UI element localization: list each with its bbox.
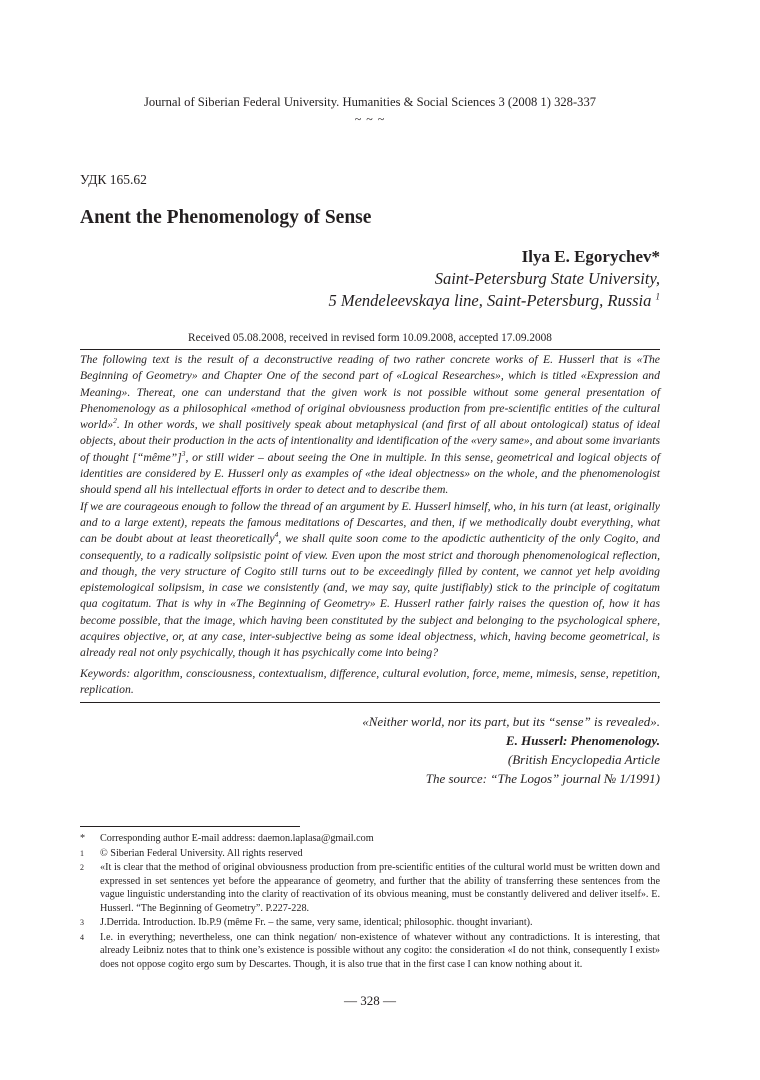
footnote-text: J.Derrida. Introduction. Ib.P.9 (même Fr. – the same, very same, identical; philosophic. thought invariant). [100,917,533,928]
footnote-ref-4: 4 [274,530,279,540]
page-number: — 328 — [344,993,396,1008]
footnote-mark: * [80,833,86,844]
footnote-text: «It is clear that the method of original obviousness production from pre-scientific entities of the cultural world must be written down and expressed in set sentences yet before the appearance of geometry, and further that the ability of transferring these sentences from the vague linguistic understanding into the clarity of reactivation of its obvious meaning, must be constantly delivered and deliver itself». E. Husserl. “The Beginning of Geometry”. P.227-228. [100,862,660,914]
footnote-text: Corresponding author E-mail address: daemon.laplasa@gmail.com [100,833,374,844]
udk-code: УДК 165.62 [80,172,147,187]
received-dates: Received 05.08.2008, received in revised form 10.09.2008, accepted 17.09.2008 [188,332,552,344]
keywords: Keywords: algorithm, consciousness, contextualism, difference, cultural evolution, force, meme, mimesis, sense, repetition, replication. [80,667,660,697]
footnote-mark: 1 [80,848,84,858]
epigraph-attribution: E. Husserl: Phenomenology. [505,733,660,748]
footnote-item [80,832,660,846]
footnote-ref-2: 2 [113,416,117,426]
keywords-bottom-rule [80,702,660,703]
footnote-mark: 4 [80,932,84,942]
epigraph-quote: «Neither world, nor its part, but its “sense” is revealed». [362,714,660,729]
footnote-text: I.e. in everything; nevertheless, one can think negation/ non-existence of whatever without any contradictions. It is interesting, that already Leibniz notes that to think one’s existence is possible without any cogito: the consideration «I do not think, consequently I exist» does not oppose cogito ergo sum by Descartes. Though, it is also true that in the first case I can know nothing about it. [100,931,660,970]
footnote-item [80,931,660,972]
footnote-mark: 3 [80,918,84,927]
journal-header: Journal of Siberian Federal University. Humanities & Social Sciences 3 (2008 1) 328-337 [143,95,597,109]
paper-title: Anent the Phenomenology of Sense [80,207,372,228]
author-name: Ilya E. Egorychev* [521,247,660,266]
footnote-item [80,916,660,930]
footnote-rule [80,826,300,827]
footnote-item [80,847,660,861]
abstract-paragraph-1: The following text is the result of a deconstructive reading of two rather concrete works of E. Husserl that is «The Beginning of Geometry» and Chapter One of the second part of «Logical Researches», which is titled «Expression and Meaning». Thereat, one can understand that the given work is not possible without some general presentation of Phenomenology as a philosophical «method of original obviousness production from pre-scientific entities of the cultural world»$^2$. In other words, we shall positively speak about metaphysical (and first of all about ontological) status of ideal objects, about their production in the acts of intentionality and identification of the «very same», and about some invariants of thought [“même”]$^3$, or still wider – about seeing the One in multiple. In this sense, geometrical and logical objects of identities are considered by E. Husserl only as examples of «the ideal objectness» on the whole, and the phenomenologist should spend all his intellectual efforts in order to detect and to describe them. [80,353,660,497]
epigraph [362,712,660,788]
abstract [80,352,660,662]
abstract-paragraph-2: If we are courageous enough to follow the thread of an argument by E. Husserl himself, who, in his turn (at least, originally and to a large extent), repeats the famous meditations of Descartes, and then, if we methodically doubt everything, what can be doubt about at least theoretically$^4$, we shall quite soon come to the apodictic authenticity of the only Cogito, and consequently, to a radically solipsistic point of view. Even upon the most strict and thorough phenomenological reflection, and though, the very structure of Cogito still turns out to be exceedingly filled by content, we cannot yet help avoiding epistemological solipsism, in case we consistently (and, we may say, quite justifiably) stick to the principle of cogitatum qua cogitatum. That is why in «The Beginning of Geometry» E. Husserl rather fairly raises the question of, how it has become possible, that the image, which having been constituted by the subject and belonging to the psychological sphere, acquires objective, or, at any case, inter-subjective being as some ideal objectness, which, having become geometrical, is already real not only psychically, though it has psychically come into being? [80,499,660,660]
footnotes [80,832,660,972]
address-footnote-mark: 1 [655,291,660,302]
author-block [328,246,660,312]
footnote-item [80,861,660,915]
footnote-mark: 2 [80,863,84,872]
author-address: 5 Mendeleevskaya line, Saint-Petersburg, Russia [328,291,652,310]
abstract-top-rule [80,349,660,350]
header-separator: ~ ~ ~ [354,112,386,126]
author-address-line [328,290,660,312]
footnote-text: © Siberian Federal University. All rights reserved [100,847,303,859]
epigraph-source-1: (British Encyclopedia Article [507,752,660,767]
epigraph-source-2: The source: “The Logos” journal № 1/1991) [425,771,660,786]
footnote-ref-3: 3 [181,448,186,458]
author-university: Saint-Petersburg State University, [434,269,660,288]
